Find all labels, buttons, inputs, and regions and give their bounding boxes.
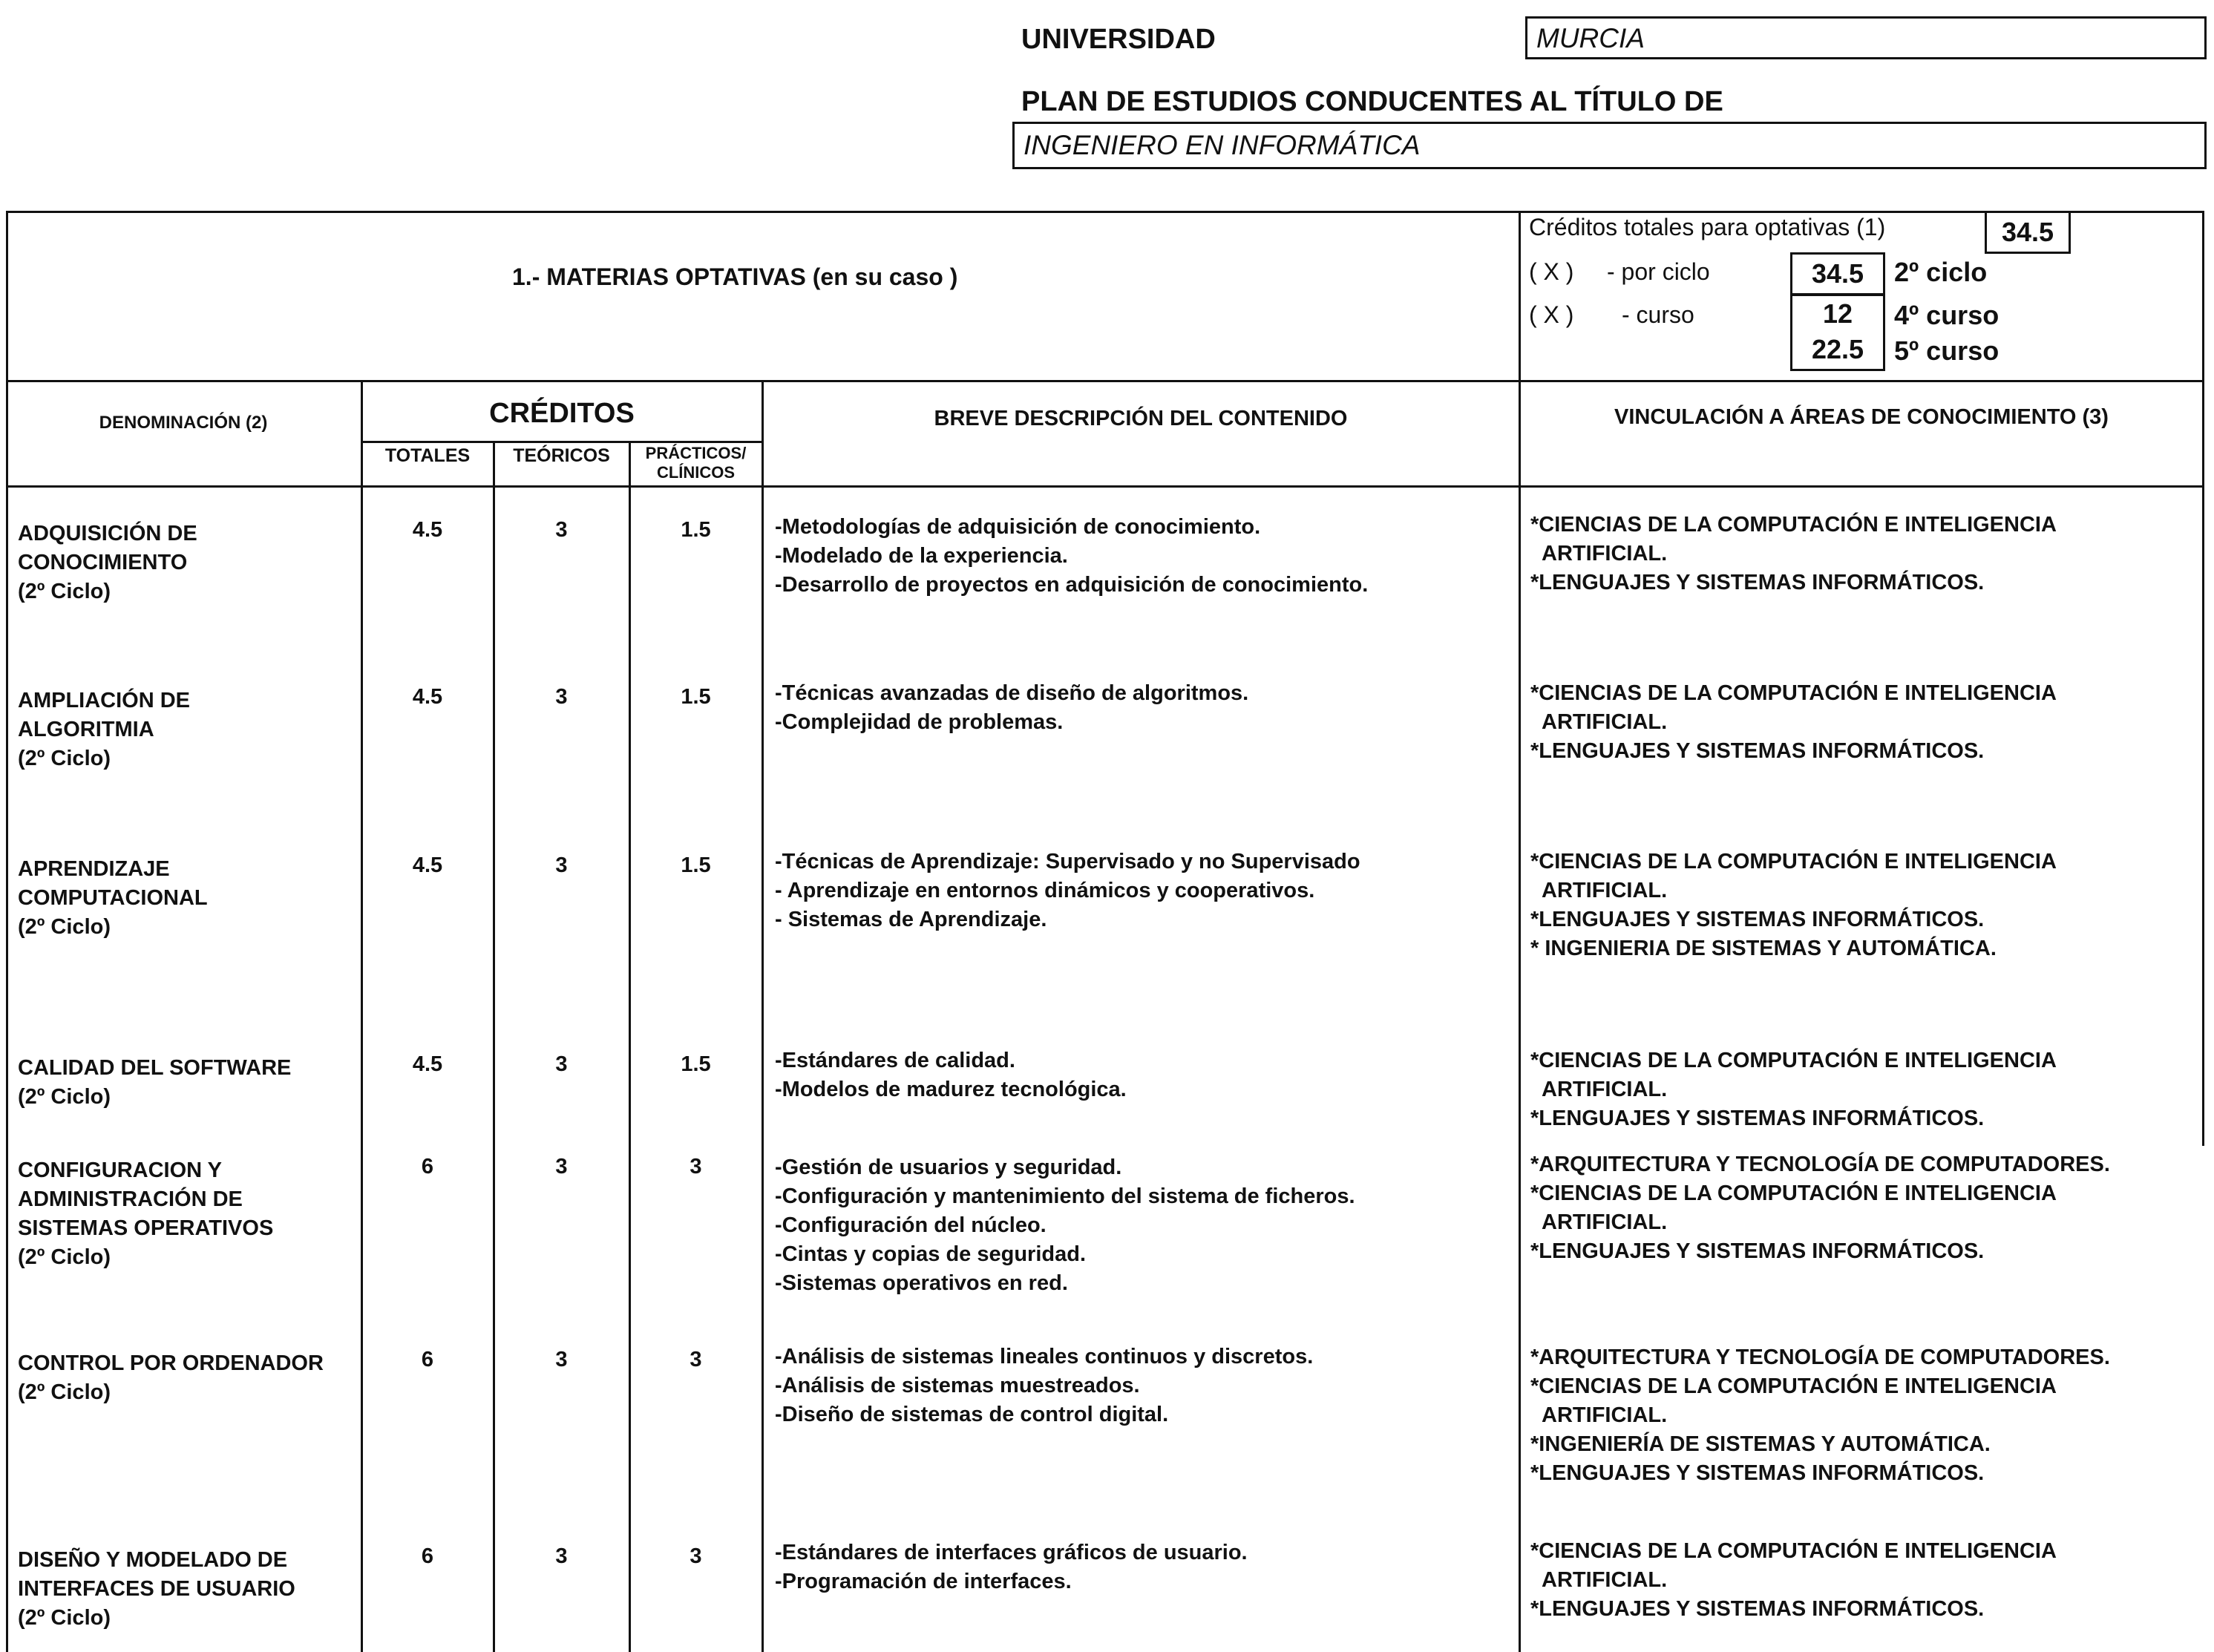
section-title: 1.- MATERIAS OPTATIVAS (en su caso ) [512,263,958,290]
description-line: -Metodologías de adquisición de conocimiento. [775,515,1261,539]
credits-teoricos: 3 [555,518,568,542]
credits-totales: 4.5 [412,1052,443,1076]
knowledge-area-line: *LENGUAJES Y SISTEMAS INFORMÁTICOS. [1530,1597,1985,1621]
subject-name-line: ADQUISICIÓN DE [18,522,197,545]
knowledge-area-line: ARTIFICIAL. [1530,1568,1668,1592]
table-right-border [2202,211,2204,1146]
university-value: MURCIA [1536,23,1645,53]
col-header-practicos-line1: PRÁCTICOS/ [645,444,747,462]
credits-totales: 6 [421,1155,434,1179]
col-header-descripcion: BREVE DESCRIPCIÓN DEL CONTENIDO [934,407,1348,430]
header-divider [6,485,2204,488]
credits-totales: 4.5 [412,853,443,877]
subject-name-line: (2º Ciclo) [18,747,111,770]
description-line: -Diseño de sistemas de control digital. [775,1403,1169,1426]
por-ciclo-unit: 2º ciclo [1894,257,1988,287]
credits-practicos: 1.5 [681,685,711,709]
table-top-border [6,211,2204,213]
col-header-denominacion: DENOMINACIÓN (2) [99,413,268,433]
description-line: -Configuración y mantenimiento del sistema de ficheros. [775,1184,1355,1208]
description-line: -Técnicas de Aprendizaje: Supervisado y no Supervisado [775,850,1360,873]
credits-teoricos: 3 [555,853,568,877]
description-line: -Complejidad de problemas. [775,710,1064,734]
subject-name-line: CONOCIMIENTO [18,551,188,574]
description-line: -Análisis de sistemas muestreados. [775,1374,1140,1397]
knowledge-area-line: *CIENCIAS DE LA COMPUTACIÓN E INTELIGENCIA [1530,1374,2057,1398]
knowledge-area-line: * INGENIERIA DE SISTEMAS Y AUTOMÁTICA. [1530,937,1997,960]
degree-value: INGENIERO EN INFORMÁTICA [1024,130,1421,160]
description-line: -Técnicas avanzadas de diseño de algoritmos. [775,681,1249,705]
knowledge-area-line: *LENGUAJES Y SISTEMAS INFORMÁTICOS. [1530,908,1985,931]
curso-credits-box [1790,294,1885,371]
knowledge-area-line: *LENGUAJES Y SISTEMAS INFORMÁTICOS. [1530,1239,1985,1263]
description-line: -Desarrollo de proyectos en adquisición de conocimiento. [775,573,1369,597]
subject-name-line: (2º Ciclo) [18,1380,111,1404]
col-header-practicos [630,444,762,482]
credits-total-box [1985,211,2071,254]
curso-unit-2: 5º curso [1894,335,2000,366]
credits-practicos: 3 [690,1155,702,1179]
plan-label: PLAN DE ESTUDIOS CONDUCENTES AL TÍTULO DE [1021,86,1723,117]
knowledge-area-line: ARTIFICIAL. [1530,1403,1668,1427]
subject-name-line: (2º Ciclo) [18,580,111,603]
credits-totales: 6 [421,1544,434,1568]
col-header-totales: TOTALES [384,445,471,466]
knowledge-area-line: *CIENCIAS DE LA COMPUTACIÓN E INTELIGENCIA [1530,850,2057,873]
knowledge-area-line: ARTIFICIAL. [1530,1210,1668,1234]
subject-name-line: (2º Ciclo) [18,1085,111,1109]
col-line-2 [493,441,495,1652]
knowledge-area-line: *ARQUITECTURA Y TECNOLOGÍA DE COMPUTADORES. [1530,1153,2110,1176]
description-line: - Aprendizaje en entornos dinámicos y cooperativos. [775,879,1315,902]
subject-name-line: INTERFACES DE USUARIO [18,1577,295,1601]
por-ciclo-label: - por ciclo [1607,258,1710,285]
university-label: UNIVERSIDAD [1021,24,1216,55]
knowledge-area-line: *CIENCIAS DE LA COMPUTACIÓN E INTELIGENCIA [1530,1181,2057,1205]
description-line: -Modelado de la experiencia. [775,544,1068,568]
subject-name-line: (2º Ciclo) [18,915,111,939]
curso-value-2: 22.5 [1811,334,1864,364]
col-header-creditos: CRÉDITOS [489,398,635,429]
description-line: -Modelos de madurez tecnológica. [775,1078,1127,1101]
col-header-teoricos: TEÓRICOS [513,445,610,466]
ciclo-credits-box [1790,252,1885,295]
section-divider [6,380,2204,382]
credits-teoricos: 3 [555,1155,568,1179]
knowledge-area-line: *INGENIERÍA DE SISTEMAS Y AUTOMÁTICA. [1530,1432,1991,1456]
knowledge-area-line: *LENGUAJES Y SISTEMAS INFORMÁTICOS. [1530,1461,1985,1485]
col-header-practicos-line2: CLÍNICOS [656,463,736,482]
credits-totales: 4.5 [412,685,443,709]
credits-practicos: 3 [690,1348,702,1371]
curso-unit-1: 4º curso [1894,300,2000,330]
credits-totales: 4.5 [412,518,443,542]
subject-name-line: (2º Ciclo) [18,1606,111,1630]
description-line: -Configuración del núcleo. [775,1213,1047,1237]
description-line: -Estándares de calidad. [775,1049,1015,1072]
description-line: -Gestión de usuarios y seguridad. [775,1156,1122,1179]
credits-teoricos: 3 [555,1348,568,1371]
subject-name-line: ALGORITMIA [18,718,154,741]
curso-value-1: 12 [1822,298,1853,329]
knowledge-area-line: ARTIFICIAL. [1530,542,1668,566]
description-line: -Programación de interfaces. [775,1570,1072,1593]
description-line: -Estándares de interfaces gráficos de usuario. [775,1541,1248,1564]
subject-name-line: DISEÑO Y MODELADO DE [18,1548,288,1572]
col-header-vinculacion: VINCULACIÓN A ÁREAS DE CONOCIMIENTO (3) [1614,405,2109,429]
description-line: -Cintas y copias de seguridad. [775,1242,1086,1266]
knowledge-area-line: ARTIFICIAL. [1530,1078,1668,1101]
subject-name-line: CONFIGURACION Y [18,1158,222,1182]
credits-total-value: 34.5 [2001,217,2054,247]
description-line: - Sistemas de Aprendizaje. [775,908,1047,931]
credits-total-label: Créditos totales para optativas (1) [1529,214,1886,240]
credits-practicos: 1.5 [681,1052,711,1076]
credits-practicos: 1.5 [681,853,711,877]
subject-name-line: COMPUTACIONAL [18,886,208,910]
knowledge-area-line: *LENGUAJES Y SISTEMAS INFORMÁTICOS. [1530,739,1985,763]
subject-name-line: (2º Ciclo) [18,1245,111,1269]
description-line: -Análisis de sistemas lineales continuos y discretos. [775,1345,1314,1369]
knowledge-area-line: *LENGUAJES Y SISTEMAS INFORMÁTICOS. [1530,1107,1985,1130]
credits-teoricos: 3 [555,685,568,709]
knowledge-area-line: *LENGUAJES Y SISTEMAS INFORMÁTICOS. [1530,571,1985,594]
subject-name-line: CALIDAD DEL SOFTWARE [18,1056,292,1080]
knowledge-area-line: *CIENCIAS DE LA COMPUTACIÓN E INTELIGENCIA [1530,1049,2057,1072]
credits-practicos: 1.5 [681,518,711,542]
subject-name-line: ADMINISTRACIÓN DE [18,1187,243,1211]
por-ciclo-mark: ( X ) [1529,258,1574,285]
credits-teoricos: 3 [555,1544,568,1568]
knowledge-area-line: ARTIFICIAL. [1530,710,1668,734]
col-line-3 [629,441,631,1652]
credits-totales: 6 [421,1348,434,1371]
curso-label: - curso [1622,301,1694,328]
degree-field [1012,122,2207,169]
knowledge-area-line: *CIENCIAS DE LA COMPUTACIÓN E INTELIGENCIA [1530,681,2057,705]
knowledge-area-line: *CIENCIAS DE LA COMPUTACIÓN E INTELIGENCIA [1530,513,2057,537]
credits-practicos: 3 [690,1544,702,1568]
credits-teoricos: 3 [555,1052,568,1076]
knowledge-area-line: ARTIFICIAL. [1530,879,1668,902]
knowledge-area-line: *ARQUITECTURA Y TECNOLOGÍA DE COMPUTADORES. [1530,1345,2110,1369]
subject-name-line: AMPLIACIÓN DE [18,689,190,712]
knowledge-area-line: *CIENCIAS DE LA COMPUTACIÓN E INTELIGENCIA [1530,1539,2057,1563]
university-field [1525,16,2207,59]
subject-name-line: APRENDIZAJE [18,857,170,881]
subject-name-line: SISTEMAS OPERATIVOS [18,1216,274,1240]
col-line-4 [762,380,764,1652]
curso-mark: ( X ) [1529,301,1574,328]
col-line-1 [361,380,363,1652]
description-line: -Sistemas operativos en red. [775,1271,1068,1295]
por-ciclo-value: 34.5 [1811,258,1864,289]
credits-subheader-line [362,441,762,443]
subject-name-line: CONTROL POR ORDENADOR [18,1351,324,1375]
